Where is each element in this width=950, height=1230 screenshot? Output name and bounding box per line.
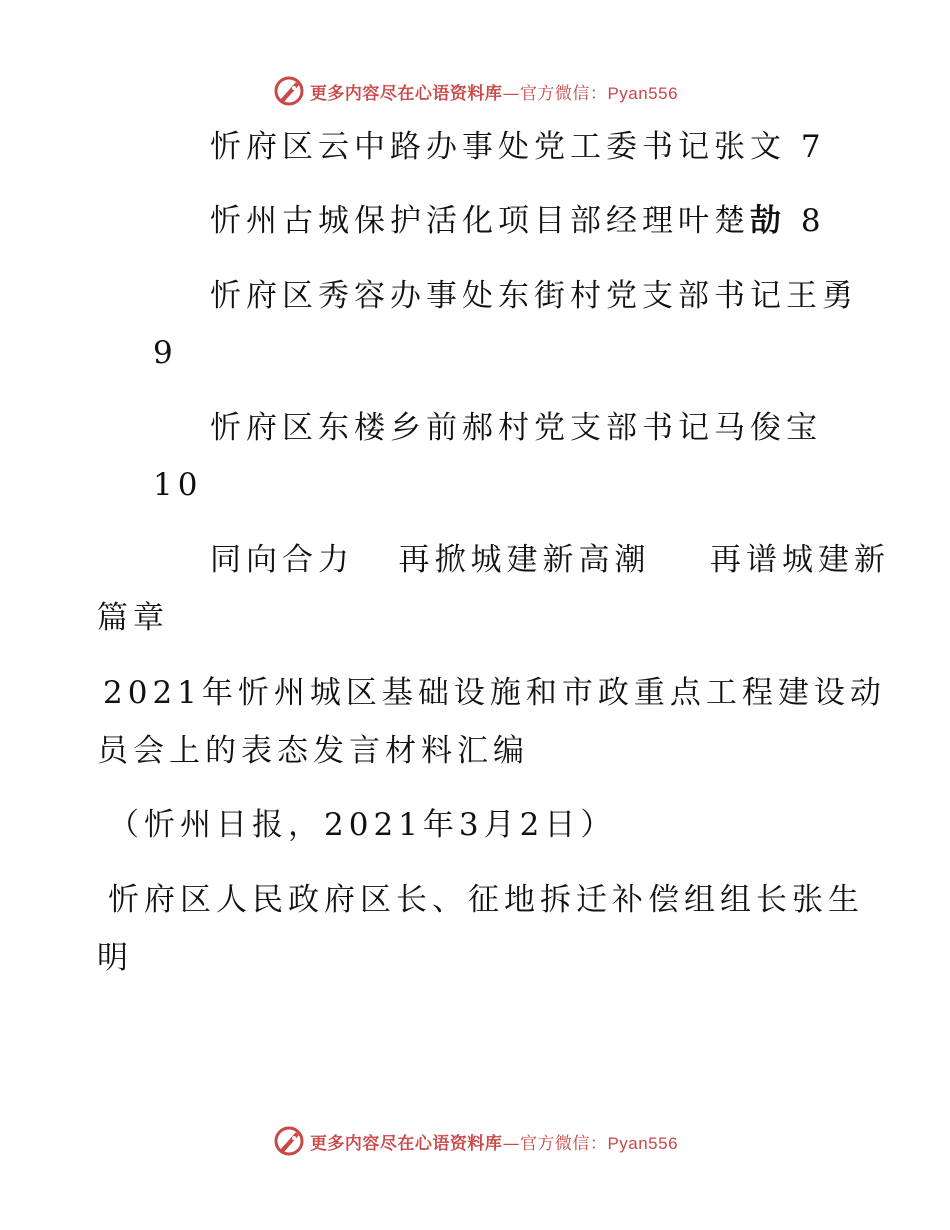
article-headline: 同向合力 再掀城建新高潮 再谱城建新 [210, 542, 890, 578]
toc-entry-1: 忻府区云中路办事处党工委书记张文 7 [210, 129, 826, 165]
toc-entry-4: 忻府区东楼乡前郝村党支部书记马俊宝 [210, 410, 822, 446]
watermark-text: 更多内容尽在心语资料库—官方微信：Pyan556 [309, 83, 679, 104]
footer-watermark [0, 1124, 950, 1158]
toc-entry-3: 忻府区秀容办事处东街村党支部书记王勇 [210, 278, 858, 314]
speaker-title-cont: 明 [97, 940, 133, 976]
toc-entry-3-page: 9 [153, 335, 178, 371]
toc-entry-2: 忻州古城保护活化项目部经理叶楚劼 8 [210, 203, 826, 239]
pen-logo-icon [272, 74, 306, 108]
watermark-text: 更多内容尽在心语资料库—官方微信：Pyan556 [309, 1133, 679, 1154]
pen-logo-icon [272, 1124, 306, 1158]
toc-entry-4-page: 10 [153, 467, 203, 503]
article-headline-cont: 篇章 [97, 600, 169, 636]
article-subtitle: 2021年忻州城区基础设施和市政重点工程建设动 [103, 675, 886, 711]
article-subtitle-cont: 员会上的表态发言材料汇编 [97, 733, 529, 769]
speaker-title: 忻府区人民政府区长、征地拆迁补偿组组长张生 [108, 882, 864, 918]
header-watermark [0, 74, 950, 108]
article-source: （忻州日报，2021年3月2日） [108, 807, 617, 843]
